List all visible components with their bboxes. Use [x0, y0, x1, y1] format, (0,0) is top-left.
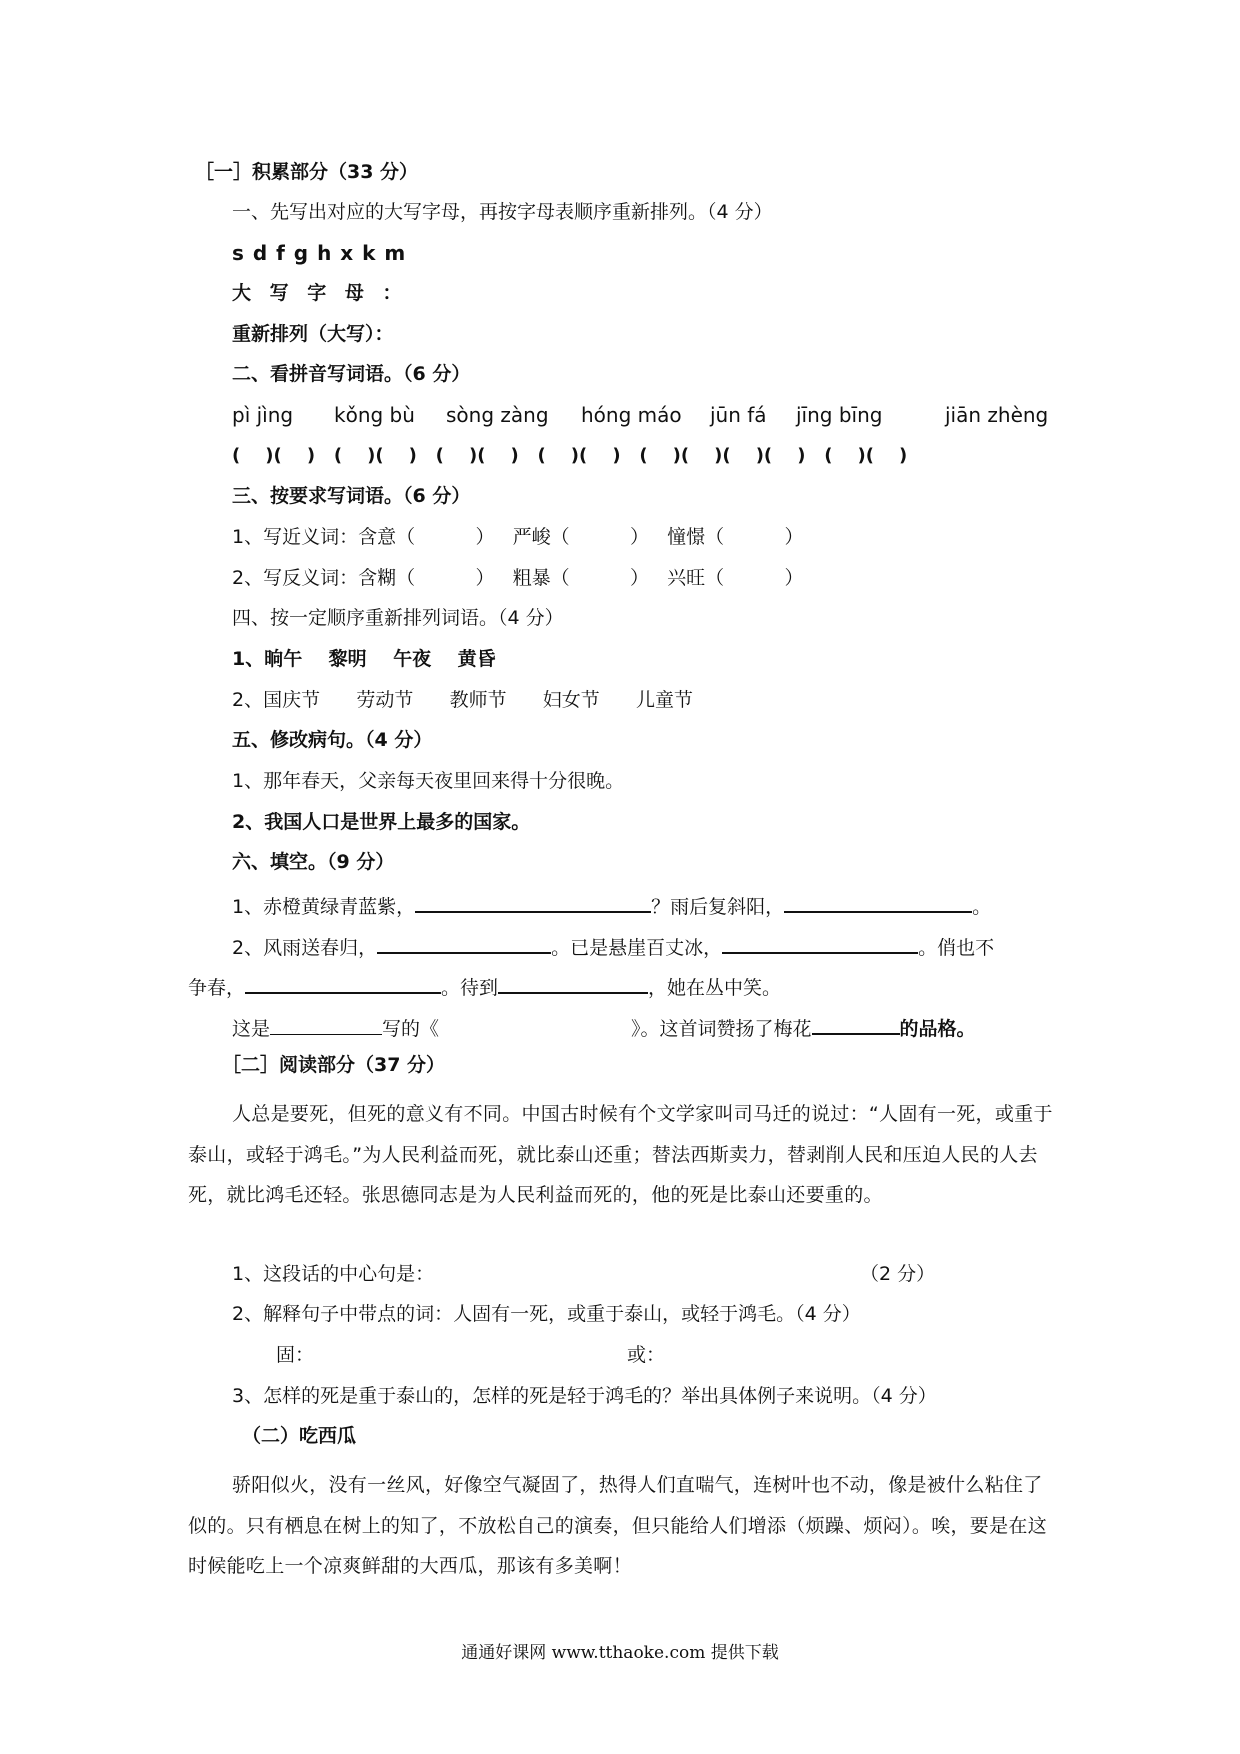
part1-heading: ［一］积累部分（33 分） [195, 161, 419, 183]
q6-l4d: 的品格。 [899, 1018, 976, 1040]
reading-q1-score: （2 分） [860, 1263, 936, 1285]
fill-blank[interactable] [270, 1014, 382, 1035]
part2-heading: ［二］阅读部分（37 分） [222, 1054, 446, 1076]
q6-l3a: 争春， [188, 977, 246, 999]
fill-blank[interactable] [812, 1013, 900, 1035]
footer-source: 通通好课网 www.tthaoke.com 提供下载 [461, 1643, 779, 1663]
q5-line2: 2、我国人口是世界上最多的国家。 [232, 811, 531, 833]
reading-passage-1: 人总是要死，但死的意义有不同。中国古时候有个文学家叫司马迁的说过：“人固有一死，或重于泰山，或轻于鸿毛。”为人民利益而死，就比泰山还重；替法西斯卖力，替剥削人民和压迫人民的人去死，就比鸿毛还轻。张思德同志是为人民利益而死的，他的死是比泰山还要重的。 [188, 1103, 1053, 1206]
pinyin-3: sòng zàng [446, 403, 549, 427]
q6-l2c: 。俏也不 [918, 937, 995, 959]
q6-l4c: 》。这首词赞扬了梅花 [631, 1018, 812, 1040]
q1-letters: s d f g h x k m [232, 241, 407, 265]
q6-l4b: 写的《 [382, 1018, 440, 1040]
q6-line3 [188, 972, 781, 1000]
q4-title: 四、按一定顺序重新排列词语。（4 分） [232, 607, 564, 629]
reading-q2-huo: 或： [627, 1344, 666, 1366]
q6-line2 [232, 932, 994, 960]
pinyin-2: kǒng bù [334, 403, 415, 427]
q6-l4a: 这是 [232, 1018, 271, 1040]
q6-line1 [232, 891, 991, 919]
q6-l3c: ，她在丛中笑。 [648, 977, 782, 999]
fill-blank[interactable] [498, 972, 648, 994]
pinyin-5: jūn fá [710, 403, 767, 427]
q6-l1b: ？雨后复斜阳， [651, 896, 785, 918]
q5-line1: 1、那年春天，父亲每天夜里回来得十分很晚。 [232, 770, 625, 792]
reading-q1: 1、这段话的中心句是： [232, 1263, 435, 1285]
q6-title: 六、填空。（9 分） [232, 851, 395, 873]
reading-passage-2: 骄阳似火，没有一丝风，好像空气凝固了，热得人们直喘气，连树叶也不动，像是被什么粘住了似的。只有栖息在树上的知了，不放松自己的演奏，但只能给人们增添（烦躁、烦闷）。唉，要是在这时候能吃上一个凉爽鲜甜的大西瓜，那该有多美啊！ [188, 1474, 1048, 1577]
q2-title: 二、看拼音写词语。（6 分） [232, 363, 471, 385]
q3-antonyms: 2、写反义词：含糊（ ） 粗暴（ ） 兴旺（ ） [232, 567, 804, 589]
fill-blank[interactable] [415, 891, 651, 913]
q6-line4 [232, 1013, 976, 1041]
fill-blank[interactable] [245, 972, 441, 994]
fill-blank[interactable] [722, 932, 918, 954]
q5-title: 五、修改病句。（4 分） [232, 729, 433, 751]
reading-subtitle: （二）吃西瓜 [242, 1425, 357, 1447]
q2-brackets: ( )( ) ( )( ) ( )( ) ( )( ) ( )( )( )( ) ( )( ) [232, 445, 908, 466]
reading-q2-gu: 固： [276, 1344, 315, 1366]
q6-l1a: 1、赤橙黄绿青蓝紫， [232, 896, 416, 918]
pinyin-1: pì jìng [232, 403, 294, 427]
fill-blank[interactable] [377, 932, 551, 954]
q6-l3b: 。待到 [441, 977, 499, 999]
fill-blank[interactable] [784, 891, 972, 913]
pinyin-4: hóng máo [581, 403, 682, 427]
q1-reorder-label: 重新排列（大写）： [232, 323, 394, 345]
q3-synonyms: 1、写近义词：含意（ ） 严峻（ ） 憧憬（ ） [232, 526, 804, 548]
pinyin-7: jiān zhèng [945, 403, 1049, 427]
q3-title: 三、按要求写词语。（6 分） [232, 485, 471, 507]
q1-title: 一、先写出对应的大写字母，再按字母表顺序重新排列。（4 分） [232, 201, 773, 223]
q6-l2b: 。已是悬崖百丈冰， [551, 937, 723, 959]
q1-upper-label: 大 写 字 母 ： [232, 282, 408, 304]
reading-q3: 3、怎样的死是重于泰山的，怎样的死是轻于鸿毛的？举出具体例子来说明。（4 分） [232, 1385, 937, 1407]
q4-line2: 2、国庆节 劳动节 教师节 妇女节 儿童节 [232, 689, 694, 711]
q6-l2a: 2、风雨送春归， [232, 937, 378, 959]
q4-line1: 1、晌午 黎明 午夜 黄昏 [232, 648, 496, 670]
q6-l1c: 。 [972, 896, 992, 918]
reading-q2: 2、解释句子中带点的词：人固有一死，或重于泰山，或轻于鸿毛。（4 分） [232, 1303, 861, 1325]
pinyin-6: jīng bīng [796, 403, 883, 427]
